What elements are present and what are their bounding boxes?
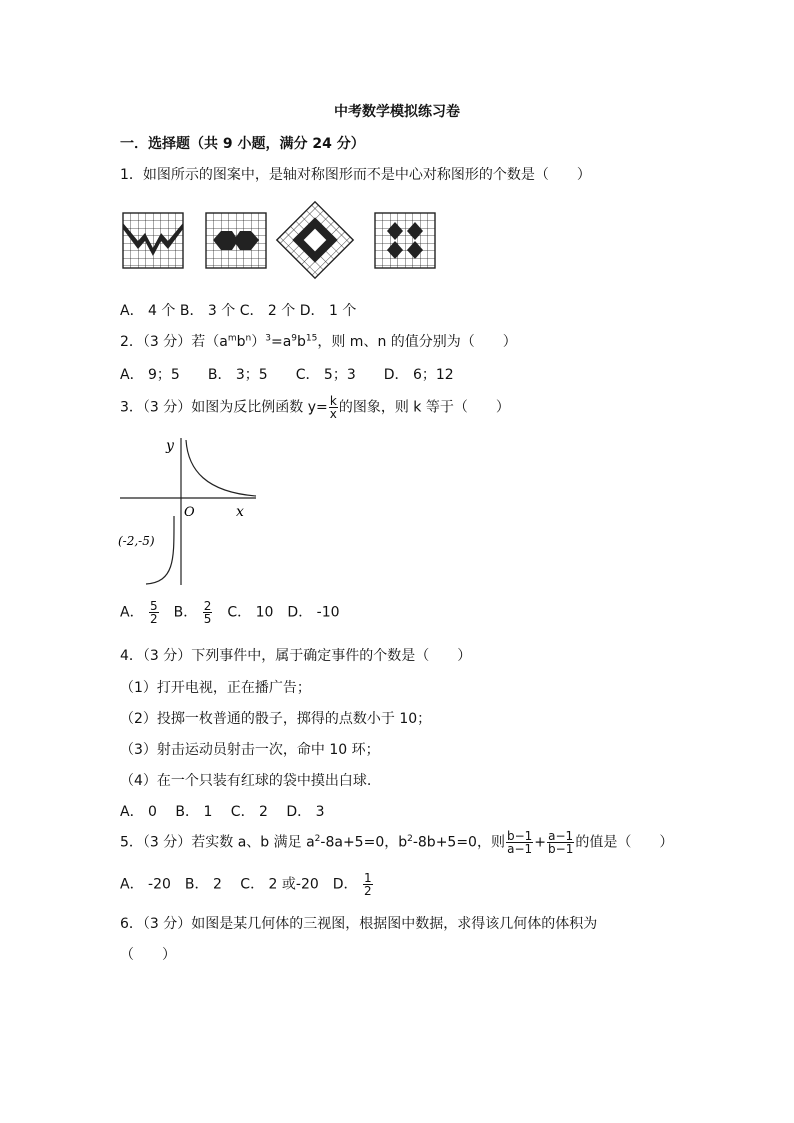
section-heading: 一．选择题（共 9 小题，满分 24 分）: [120, 136, 365, 152]
pattern-figure-2: [206, 213, 266, 268]
q4-options: A． 0 B． 1 C． 2 D． 3: [120, 804, 325, 820]
branch-first-quadrant: [186, 440, 256, 496]
x-label: x: [236, 504, 244, 520]
q3-stem: 3．（3 分）如图为反比例函数 y= $\frac{k}{x}$ 的图象，则 k 等于（ ）: [120, 394, 510, 421]
q3-hyperbola-graph: [116, 430, 261, 590]
q2-options: A． 9；5 B． 3；5 C． 5；3 D． 6；12: [120, 367, 454, 383]
branch-third-quadrant: [146, 516, 174, 584]
q1-figures: [118, 200, 438, 280]
q4-item-3: （3）射击运动员射击一次，命中 10 环；: [120, 742, 380, 758]
point-label: (-2,-5): [118, 534, 155, 548]
q4-item-4: （4）在一个只装有红球的袋中摸出白球.: [120, 773, 372, 789]
fraction-k-over-x: $\frac{k}{x}$: [329, 394, 337, 421]
pattern-figure-1: [123, 213, 183, 268]
q5-stem: 5．（3 分）若实数 a、b 满足 $a^2-8a+5=0$，$b^2-8b+5=0$，则 $\frac{b-1}{a-1}$ + $\frac{a-1}{b-1}$ 的值是（ ）: [120, 829, 674, 856]
q1-stem: 1．如图所示的图案中，是轴对称图形而不是中心对称图形的个数是（ ）: [120, 167, 591, 183]
q6-stem: 6．（3 分）如图是某几何体的三视图，根据图中数据，求得该几何体的体积为: [120, 916, 598, 932]
fraction-1: $\frac{b-1}{a-1}$: [506, 829, 533, 856]
fraction-2: $\frac{a-1}{b-1}$: [548, 829, 574, 856]
q4-item-2: （2）投掷一枚普通的骰子，掷得的点数小于 10；: [120, 711, 432, 727]
page-title: 中考数学模拟练习卷: [334, 104, 460, 120]
pattern-figure-3: [277, 202, 353, 278]
pattern-figure-4: [375, 213, 435, 268]
q3-options: A． $\frac{5}{2}$ B． $\frac{2}{5}$ C． 10 D． -10: [120, 599, 340, 626]
origin-label: O: [184, 505, 195, 520]
y-label: y: [166, 438, 174, 454]
q6-stem-continued: （ ）: [120, 947, 176, 963]
q2-stem: 2．（3 分）若$(a^mb^n)^3=a^9b^{15}$，则 m、n 的值分别为（ ）: [120, 333, 517, 350]
q4-item-1: （1）打开电视，正在播广告；: [120, 680, 311, 696]
q1-options: A． 4 个 B． 3 个 C． 2 个 D． 1 个: [120, 303, 357, 319]
q5-options: A． -20 B． 2 C． 2 或-20 D． $\frac{1}{2}$: [120, 871, 372, 898]
q4-stem: 4．（3 分）下列事件中，属于确定事件的个数是（ ）: [120, 648, 472, 664]
